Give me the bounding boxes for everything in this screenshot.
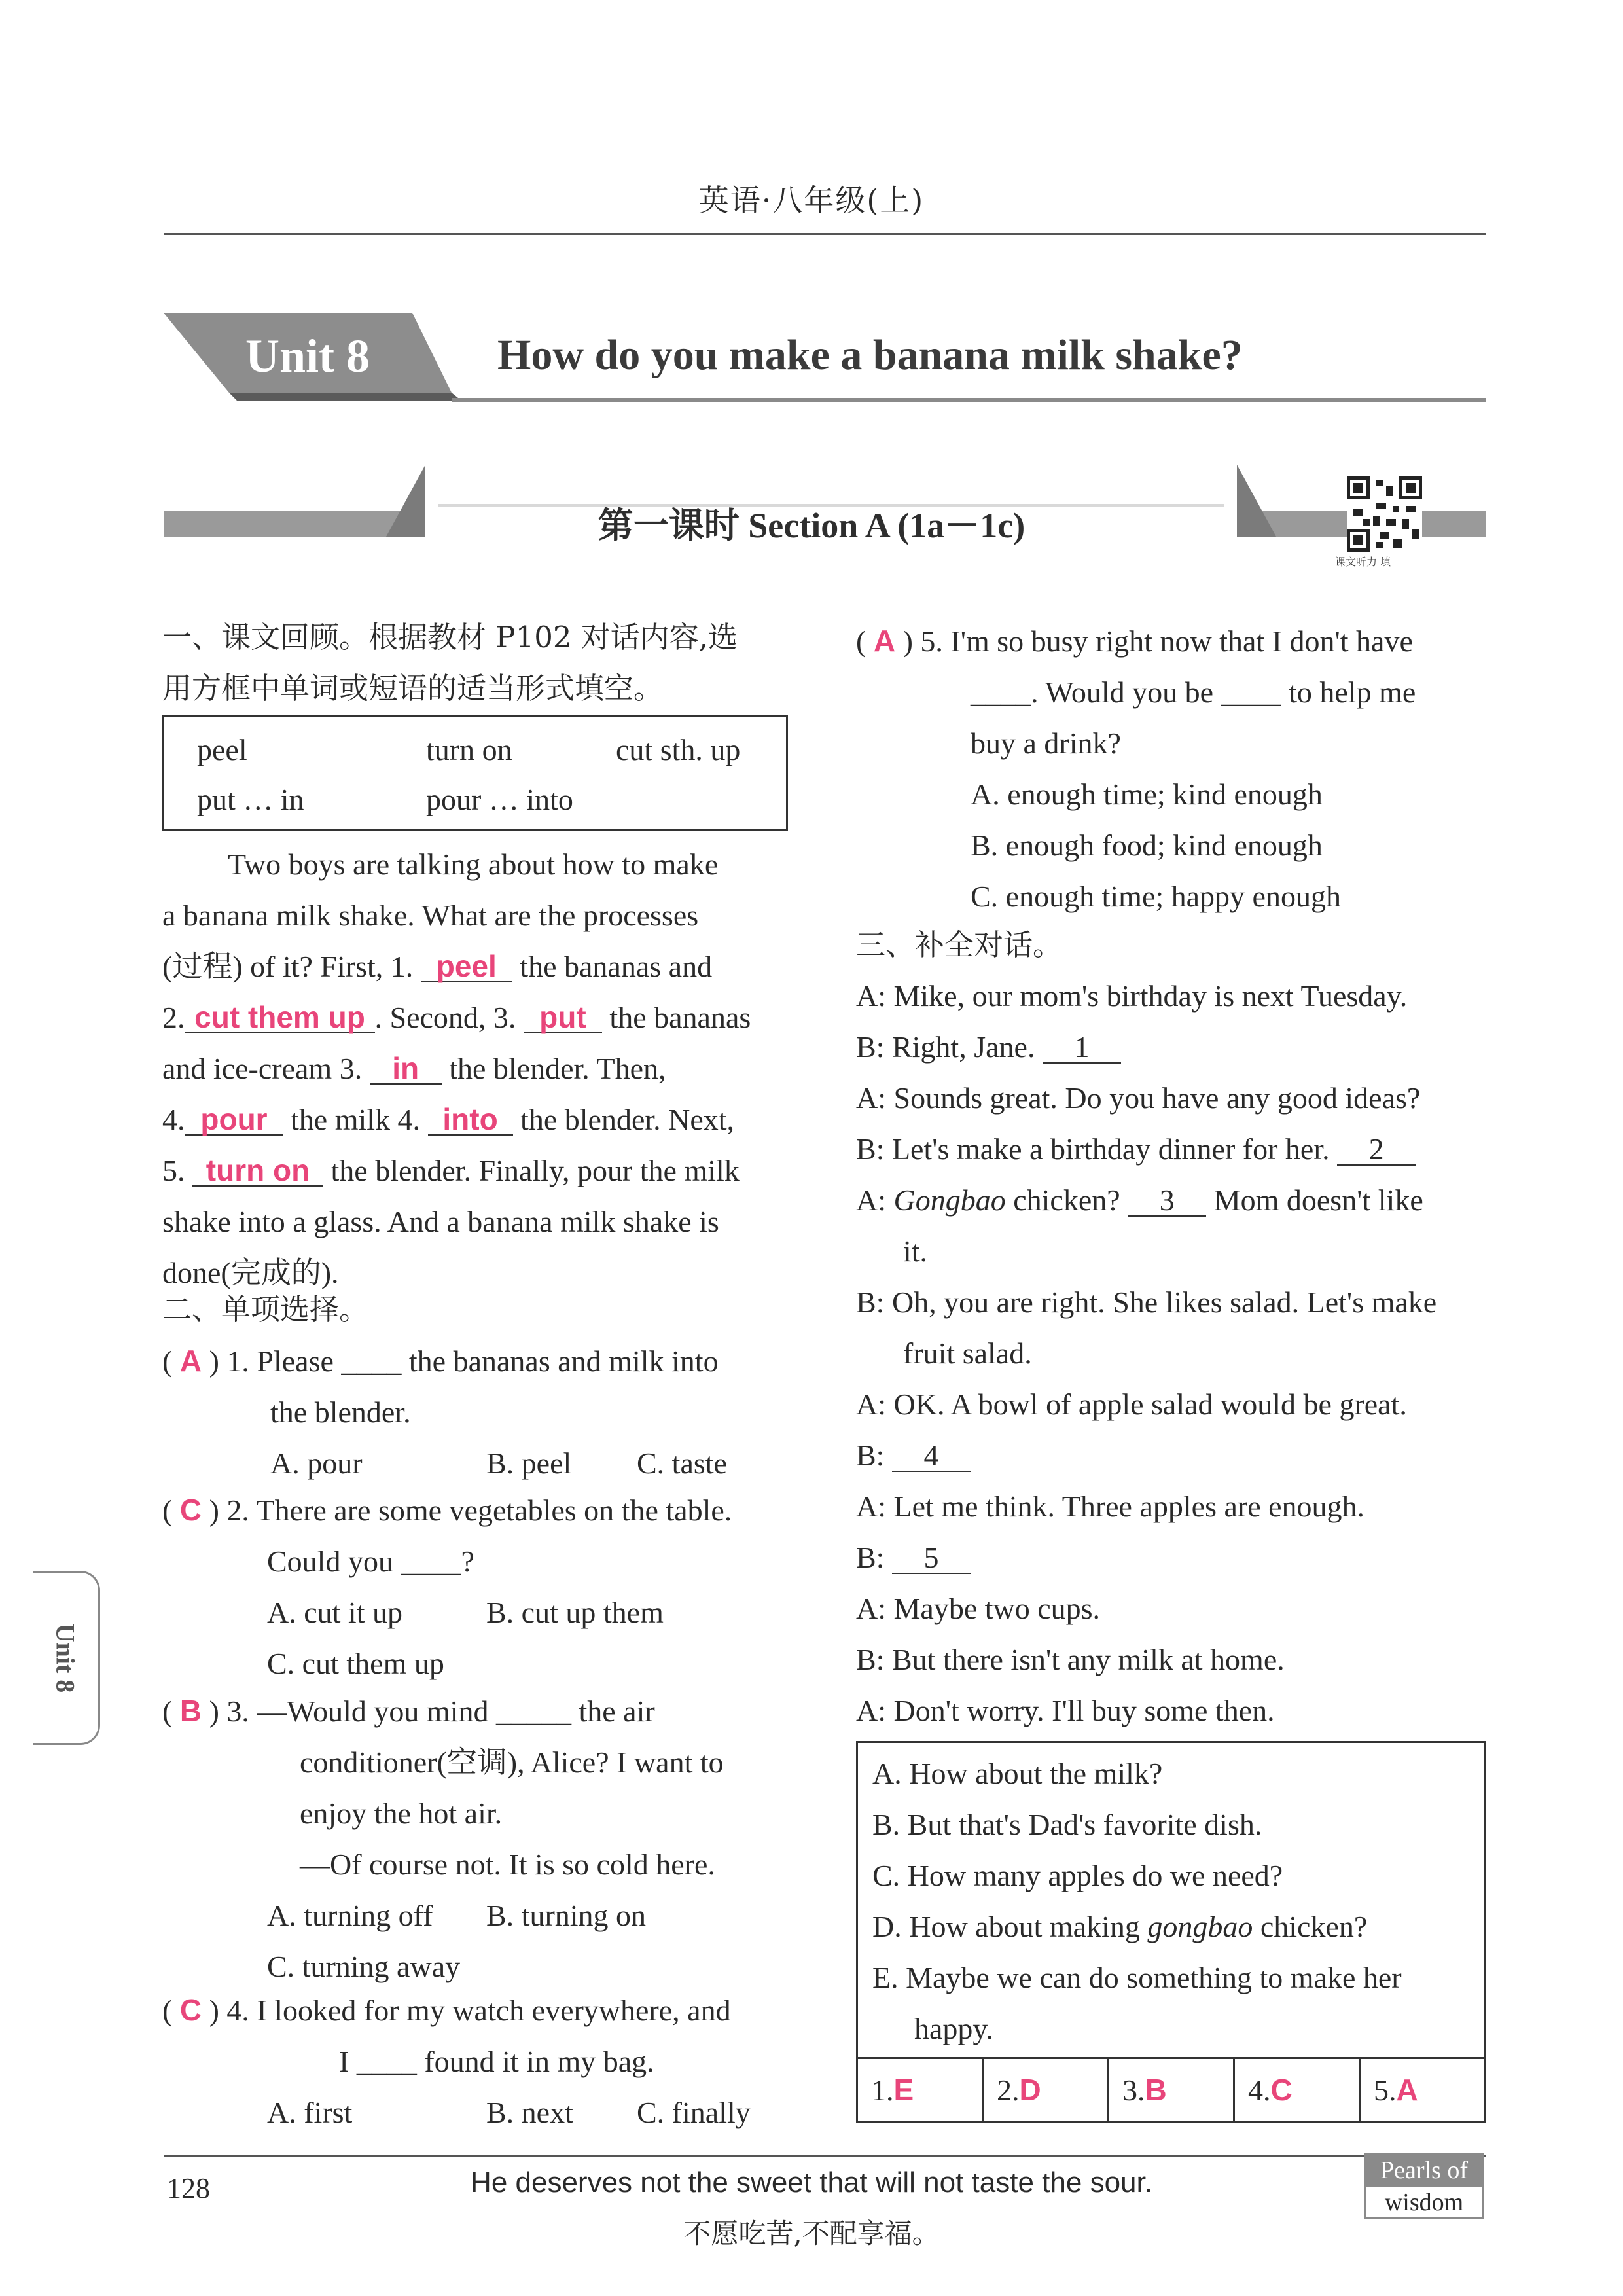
unit-label: Unit 8 — [245, 330, 370, 382]
question-4: ( C ) 4. I looked for my watch everywhere, and I ____ found it in my bag. A. first B. next C. finally — [162, 1993, 751, 2129]
answer-3: put — [524, 1002, 602, 1033]
unit-title: How do you make a banana milk shake? — [497, 331, 1243, 379]
option-e: E. Maybe we can do something to make her — [872, 1961, 1402, 1994]
header-rule — [164, 233, 1486, 235]
option-b: B. But that's Dad's favorite dish. — [872, 1808, 1262, 1841]
blank-4: 4 — [892, 1441, 971, 1472]
option-c: C. How many apples do we need? — [872, 1859, 1283, 1892]
part2-heading: 二、单项选择。 — [162, 1292, 369, 1327]
question-5: ( A ) 5. I'm so busy right now that I don't have ____. Would you be ____ to help me buy a drink? A. enough time; kind enough B. enough food; kind enough C. enough time; happy enough — [856, 624, 1416, 913]
page-number: 128 — [167, 2172, 210, 2204]
qr-code-icon[interactable] — [1347, 476, 1422, 552]
answer-4: pour — [185, 1104, 283, 1136]
answer-5: turn on — [192, 1155, 323, 1187]
word-item: pour … into — [426, 783, 573, 816]
q5-answer: A — [873, 624, 896, 658]
blank-3: 3 — [1128, 1185, 1206, 1217]
quote-chinese: 不愿吃苦,不配享福。 — [683, 2217, 940, 2250]
answer-cell: 5.A — [1374, 2073, 1418, 2107]
part3-heading: 三、补全对话。 — [856, 927, 1063, 962]
footer-rule — [164, 2155, 1486, 2157]
blank-1: 1 — [1043, 1032, 1121, 1064]
quote-english: He deserves not the sweet that will not taste the sour. — [471, 2166, 1152, 2198]
answer-4b: into — [428, 1104, 513, 1136]
blank-2: 2 — [1337, 1134, 1416, 1166]
answer-cell: 4.C — [1235, 2059, 1361, 2121]
question-1: ( A ) 1. Please ____ the bananas and milk into the blender. A. pour B. peel C. taste — [162, 1344, 727, 1480]
word-item: peel — [197, 733, 247, 766]
q2-answer: C — [179, 1493, 202, 1527]
options-box: A. How about the milk? B. But that's Dad's favorite dish. C. How many apples do we need? D. How about making gongbao chicken? E. Maybe we can do something to make her happy. 1.E 2.D 3.B 4.C 5.A — [856, 1741, 1486, 2123]
answer-3b: in — [370, 1053, 442, 1085]
word-item: cut sth. up — [616, 733, 741, 766]
q3-answer: B — [179, 1694, 202, 1728]
question-3: ( B ) 3. —Would you mind _____ the air conditioner(空调), Alice? I want to enjoy the hot air. —Of course not. It is so cold here. A. turning off B. turning on C. turning away — [162, 1694, 724, 1983]
passage: Two boys are talking about how to make a banana milk shake. What are the processes (过程) of it? First, 1. peel the bananas and 2. cut them up . Second, 3. put the bananas and ice-cream 3. in the blender. Then, 4. pour the milk 4. into the blender. Next, 5. turn on the blender. Finally, pour the milk shake into a glass. And a banana milk shake is done(完成的). — [162, 848, 751, 1289]
q1-answer: A — [179, 1344, 202, 1378]
question-2: ( C ) 2. There are some vegetables on the table. Could you ____? A. cut it up B. cut up them C. cut them up — [162, 1493, 732, 1680]
section-title: 第一课时 Section A (1a－1c) — [597, 506, 1026, 545]
answer-cell: 1.E — [858, 2059, 984, 2121]
pearls-of-wisdom-badge: Pearls of wisdom — [1364, 2153, 1484, 2219]
answer-1: peel — [421, 951, 512, 982]
qr-caption: 课文听力 填 — [1335, 556, 1391, 568]
answer-cell: 3.B — [1109, 2059, 1235, 2121]
dialogue: A: Mike, our mom's birthday is next Tuesday. B: Right, Jane. 1 A: Sounds great. Do you have any good ideas? B: Let's make a birthday dinner for her. 2 A: Gongbao chicken? 3 Mom doesn't like it. B: Oh, you are right. She likes salad. Let's make fruit salad. A: OK. A bowl of apple salad would be great. B: 4 A: Let me think. Three apples are enough. B: 5 A: Maybe two cups. B: But there isn't any milk at home. A: Don't worry. I'll buy some then. — [856, 979, 1437, 1727]
option-a: A. How about the milk? — [872, 1757, 1163, 1790]
q4-answer: C — [179, 1993, 202, 2027]
answer-2: cut them up — [185, 1002, 375, 1033]
side-unit-tab: Unit 8 — [33, 1571, 100, 1745]
option-d: D. How about making gongbao chicken? — [872, 1910, 1368, 1943]
answer-cell: 2.D — [984, 2059, 1109, 2121]
word-box — [162, 715, 788, 831]
word-item: put … in — [197, 783, 304, 816]
answer-row — [858, 2059, 1484, 2121]
word-item: turn on — [426, 733, 512, 766]
blank-5: 5 — [892, 1543, 971, 1574]
running-header: 英语·八年级(上) — [698, 183, 925, 218]
part1-heading: 一、课文回顾。根据教材 P102 对话内容,选 用方框中单词或短语的适当形式填空。 — [162, 620, 738, 706]
